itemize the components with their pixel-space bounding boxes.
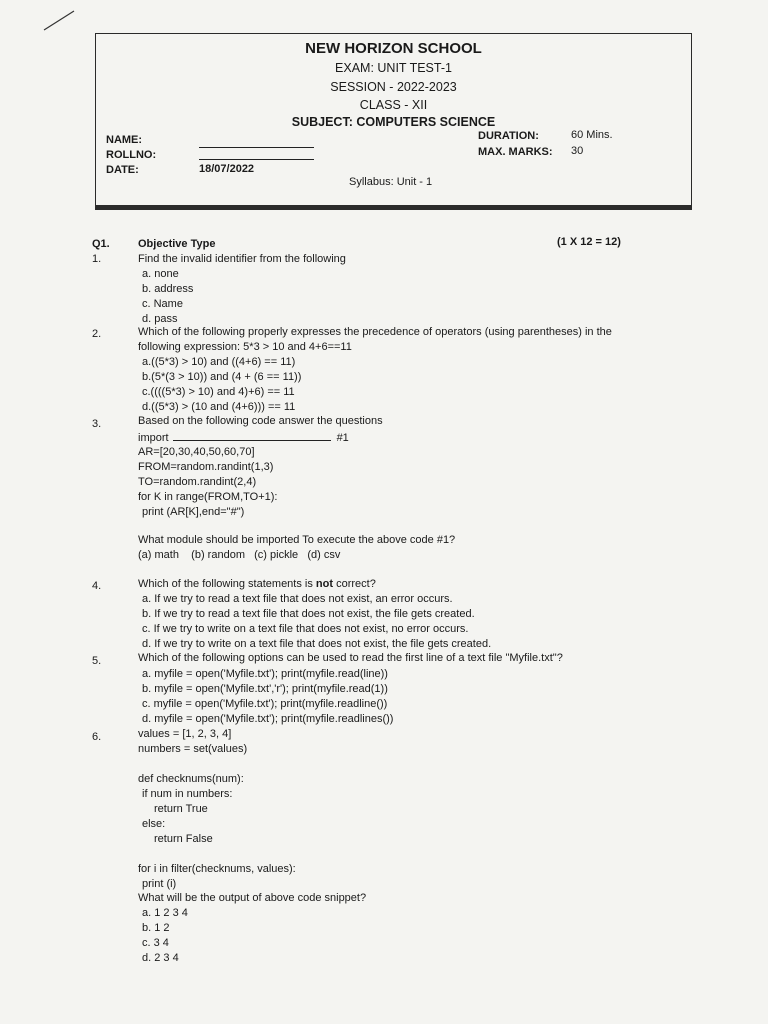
option-c: c. myfile = open('Myfile.txt'); print(myfile.readline()) bbox=[142, 698, 388, 710]
date-label: DATE: bbox=[106, 164, 139, 176]
code-line: FROM=random.randint(1,3) bbox=[138, 461, 274, 473]
exam-title: EXAM: UNIT TEST-1 bbox=[335, 61, 452, 75]
code-line: print (i) bbox=[142, 878, 177, 890]
question-text-pre: Which of the following statements is bbox=[138, 578, 316, 590]
option-b: b.(5*(3 > 10)) and (4 + (6 == 11)) bbox=[142, 371, 302, 383]
code-line: numbers = set(values) bbox=[138, 743, 248, 755]
question-text-line-1: Which of the following properly expresses the precedence of operators (using parentheses) in the bbox=[138, 326, 612, 338]
question-text: Which of the following options can be used to read the first line of a text file "Myfile.txt"? bbox=[138, 652, 563, 664]
question-text-line-2: following expression: 5*3 > 10 and 4+6==11 bbox=[138, 341, 352, 353]
code-line: for i in filter(checknums, values): bbox=[138, 863, 296, 875]
question-text-post: correct? bbox=[333, 578, 376, 590]
option-c: c. 3 4 bbox=[142, 937, 169, 949]
code-import-tag: #1 bbox=[336, 432, 349, 444]
code-import-line bbox=[138, 431, 349, 445]
code-line: print (AR[K],end="#") bbox=[142, 506, 245, 518]
option-a: a.((5*3) > 10) and ((4+6) == 11) bbox=[142, 356, 296, 368]
option-d: d. myfile = open('Myfile.txt'); print(myfile.readlines()) bbox=[142, 713, 394, 725]
code-line: for K in range(FROM,TO+1): bbox=[138, 491, 278, 503]
question-number: 1. bbox=[92, 253, 102, 265]
header-underline-bar bbox=[95, 205, 692, 210]
duration-value: 60 Mins. bbox=[571, 129, 613, 141]
code-line: values = [1, 2, 3, 4] bbox=[138, 728, 232, 740]
class-label: CLASS - XII bbox=[359, 98, 428, 112]
syllabus-label: Syllabus: Unit - 1 bbox=[349, 176, 433, 188]
question-number: 5. bbox=[92, 655, 102, 667]
option-a: a. 1 2 3 4 bbox=[142, 907, 188, 919]
subject-label: SUBJECT: COMPUTERS SCIENCE bbox=[291, 115, 496, 129]
section-title: Objective Type bbox=[138, 238, 216, 250]
question-number: 4. bbox=[92, 580, 102, 592]
max-marks-label: MAX. MARKS: bbox=[478, 146, 553, 158]
code-line: TO=random.randint(2,4) bbox=[138, 476, 257, 488]
question-text: Based on the following code answer the questions bbox=[138, 415, 383, 427]
rollno-field[interactable] bbox=[199, 159, 314, 160]
option-d: d.((5*3) > (10 and (4+6))) == 11 bbox=[142, 401, 296, 413]
question-text: Find the invalid identifier from the following bbox=[138, 253, 346, 265]
school-name: NEW HORIZON SCHOOL bbox=[305, 40, 482, 57]
duration-label: DURATION: bbox=[478, 130, 539, 142]
option-a: a. myfile = open('Myfile.txt'); print(myfile.read(line)) bbox=[142, 668, 388, 680]
option-b: b. myfile = open('Myfile.txt','r'); print(myfile.read(1)) bbox=[142, 683, 388, 695]
name-label: NAME: bbox=[106, 134, 143, 146]
code-import-keyword: import bbox=[138, 432, 169, 444]
code-line: if num in numbers: bbox=[142, 788, 233, 800]
option-c: c. Name bbox=[142, 298, 183, 310]
option-c: c.((((5*3) > 10) and 4)+6) == 11 bbox=[142, 386, 295, 398]
option-b: b. address bbox=[142, 283, 194, 295]
pen-stroke-mark bbox=[42, 8, 76, 32]
question-number: 3. bbox=[92, 418, 102, 430]
option-a: a. none bbox=[142, 268, 179, 280]
question-text-emphasis: not bbox=[315, 578, 334, 590]
option-b: b. If we try to read a text file that does not exist, the file gets created. bbox=[142, 608, 475, 620]
option-c: c. If we try to write on a text file that does not exist, no error occurs. bbox=[142, 623, 469, 635]
option-d: d. If we try to write on a text file that does not exist, the file gets created. bbox=[142, 638, 492, 650]
question-text bbox=[138, 578, 376, 591]
question-number: 6. bbox=[92, 731, 102, 743]
section-marks: (1 X 12 = 12) bbox=[557, 236, 621, 248]
code-line: else: bbox=[142, 818, 166, 830]
import-blank bbox=[173, 431, 331, 441]
question-subtext: What module should be imported To execute the above code #1? bbox=[138, 534, 456, 546]
session-label: SESSION - 2022-2023 bbox=[330, 80, 457, 94]
code-line: return False bbox=[154, 833, 213, 845]
option-b: b. 1 2 bbox=[142, 922, 170, 934]
option-d: d. pass bbox=[142, 313, 178, 325]
section-number: Q1. bbox=[92, 238, 110, 250]
option-d: d. 2 3 4 bbox=[142, 952, 179, 964]
question-number: 2. bbox=[92, 328, 102, 340]
name-field[interactable] bbox=[199, 147, 314, 148]
rollno-label: ROLLNO: bbox=[106, 149, 157, 161]
date-value: 18/07/2022 bbox=[199, 163, 255, 175]
max-marks-value: 30 bbox=[571, 145, 584, 157]
code-line: def checknums(num): bbox=[138, 773, 244, 785]
question-subtext: What will be the output of above code snippet? bbox=[138, 892, 367, 904]
question-options: (a) math (b) random (c) pickle (d) csv bbox=[138, 549, 341, 561]
code-line: return True bbox=[154, 803, 208, 815]
option-a: a. If we try to read a text file that does not exist, an error occurs. bbox=[142, 593, 453, 605]
exam-header-box bbox=[95, 33, 692, 209]
code-line: AR=[20,30,40,50,60,70] bbox=[138, 446, 255, 458]
